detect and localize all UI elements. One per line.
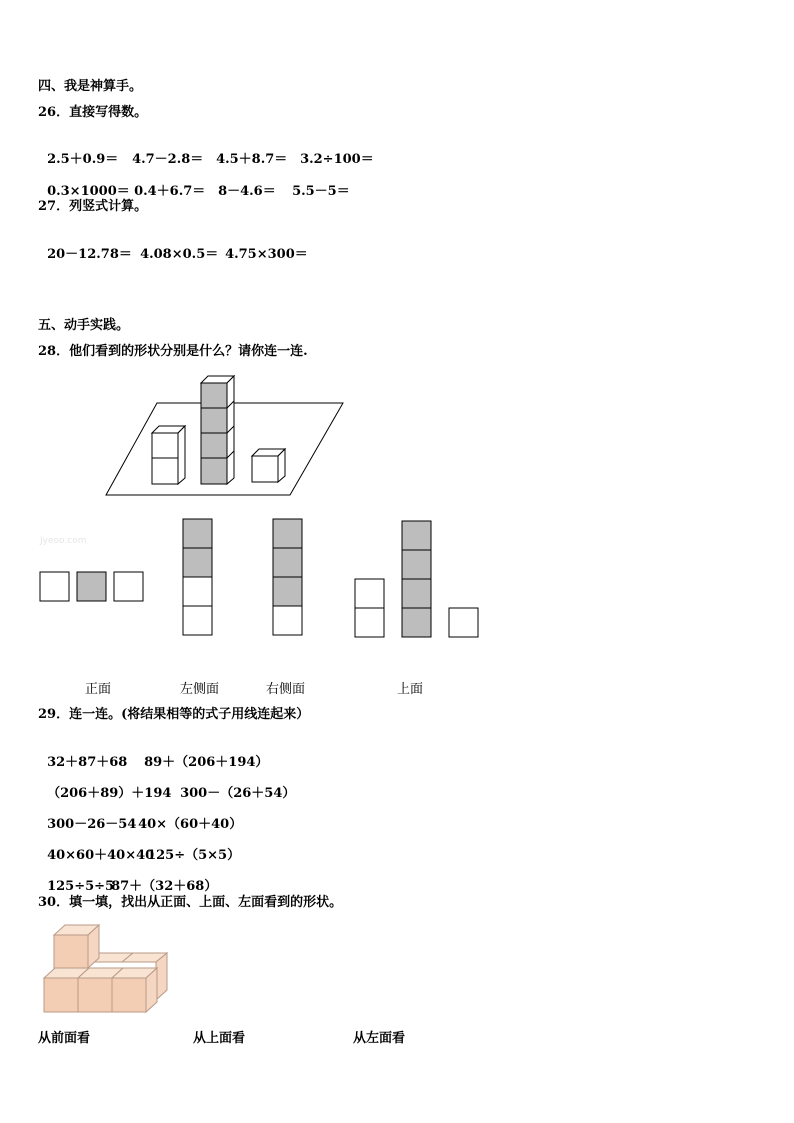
back-cube-right-side	[156, 953, 167, 1000]
q29-right-expr: 89＋（206＋194）	[144, 755, 269, 770]
q26-expr: 8－4.6＝	[218, 184, 276, 199]
q29-left-expr: 300－26－54	[47, 817, 137, 832]
q27-expr: 4.75×300＝	[225, 247, 308, 262]
q27-expr: 4.08×0.5＝	[140, 247, 219, 262]
q29-right-expr: 40×（60＋40）	[138, 817, 243, 832]
q26-expr: 4.7－2.8＝	[132, 152, 204, 167]
label-left-side: 左侧面	[180, 682, 220, 697]
label-front: 正面	[85, 682, 112, 697]
q29-left-expr: 125÷5÷5	[47, 879, 115, 894]
label-view-from-left: 从左面看	[353, 1031, 406, 1046]
q29-left-expr: 32＋87＋68	[47, 755, 128, 770]
q27-expr: 20－12.78＝	[47, 247, 132, 262]
front-cube-front	[78, 978, 112, 1012]
question-30-title: 30．填一填，找出从正面、上面、左面看到的形状。	[38, 895, 343, 910]
q29-right-expr: 300－（26＋54）	[180, 786, 296, 801]
question-26-title: 26．直接写得数。	[38, 105, 148, 120]
watermark: Jyeoo.com	[40, 536, 87, 546]
q26-expr: 4.5＋8.7＝	[216, 152, 288, 167]
label-top: 上面	[397, 682, 424, 697]
front-cube-front	[44, 978, 78, 1012]
label-view-from-top: 从上面看	[193, 1031, 246, 1046]
question-27-title: 27．列竖式计算。	[38, 199, 148, 214]
q26-expr: 2.5＋0.9＝	[47, 152, 119, 167]
section-4-title: 四、我是神算手。	[38, 79, 143, 94]
front-cube-front	[112, 978, 146, 1012]
q29-right-expr: 87＋（32＋68）	[111, 879, 218, 894]
q26-expr: 0.4＋6.7＝	[134, 184, 206, 199]
q26-expr: 3.2÷100＝	[300, 152, 374, 167]
q29-left-expr: （206＋89）＋194	[47, 786, 172, 801]
question-28-title: 28．他们看到的形状分别是什么？请你连一连.	[38, 344, 308, 359]
q29-right-expr: 125÷（5×5）	[147, 848, 241, 863]
top-cube-front	[54, 935, 88, 968]
question-29-title: 29．连一连。(将结果相等的式子用线连起来）	[38, 707, 310, 722]
q26-expr: 0.3×1000＝	[47, 184, 130, 199]
section-5-title: 五、动手实践。	[38, 318, 130, 333]
label-right-side: 右侧面	[266, 682, 306, 697]
q29-left-expr: 40×60＋40×40	[47, 848, 155, 863]
q26-expr: 5.5－5＝	[292, 184, 350, 199]
label-view-from-front: 从前面看	[38, 1031, 91, 1046]
